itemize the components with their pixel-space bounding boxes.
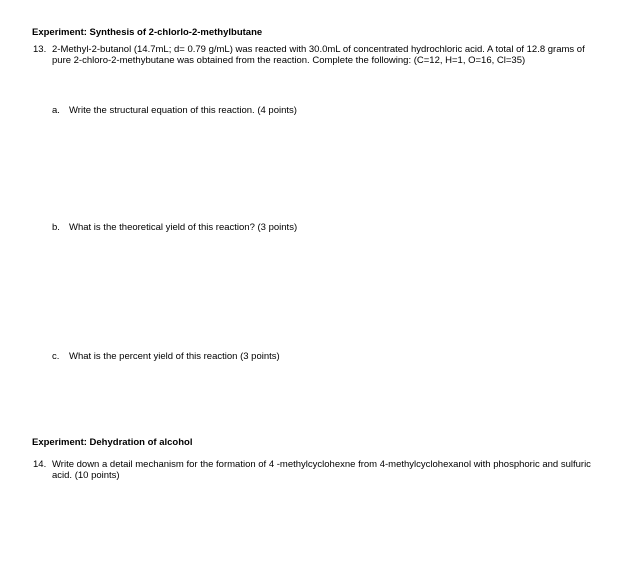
part-a-letter: a.: [52, 105, 60, 116]
part-c-letter: c.: [52, 351, 60, 362]
part-b-text: What is the theoretical yield of this reaction? (3 points): [69, 222, 298, 233]
part-a-text: Write the structural equation of this reaction. (4 points): [69, 105, 297, 116]
part-c-text: What is the percent yield of this reaction (3 points): [69, 351, 280, 362]
part-b-letter: b.: [52, 222, 60, 233]
question-13-number: 13.: [33, 44, 47, 55]
section-heading-synthesis: Experiment: Synthesis of 2-chlorlo-2-methylbutane: [32, 27, 263, 38]
section-heading-dehydration: Experiment: Dehydration of alcohol: [32, 437, 193, 448]
question-14-text: Write down a detail mechanism for the formation of 4 -methylcyclohexne from 4-methylcyclohexanol with phosphoric and sulfuric acid. (10 points): [52, 459, 591, 481]
question-14-number: 14.: [33, 459, 47, 470]
question-13-text: 2-Methyl-2-butanol (14.7mL; d= 0.79 g/mL) was reacted with 30.0mL of concentrated hydrochloric acid. A total of 12.8 grams of pure 2-chloro-2-methybutane was obtained from the reaction. Complete the following: (C=12, H=1, O=16, Cl=35): [52, 44, 585, 66]
